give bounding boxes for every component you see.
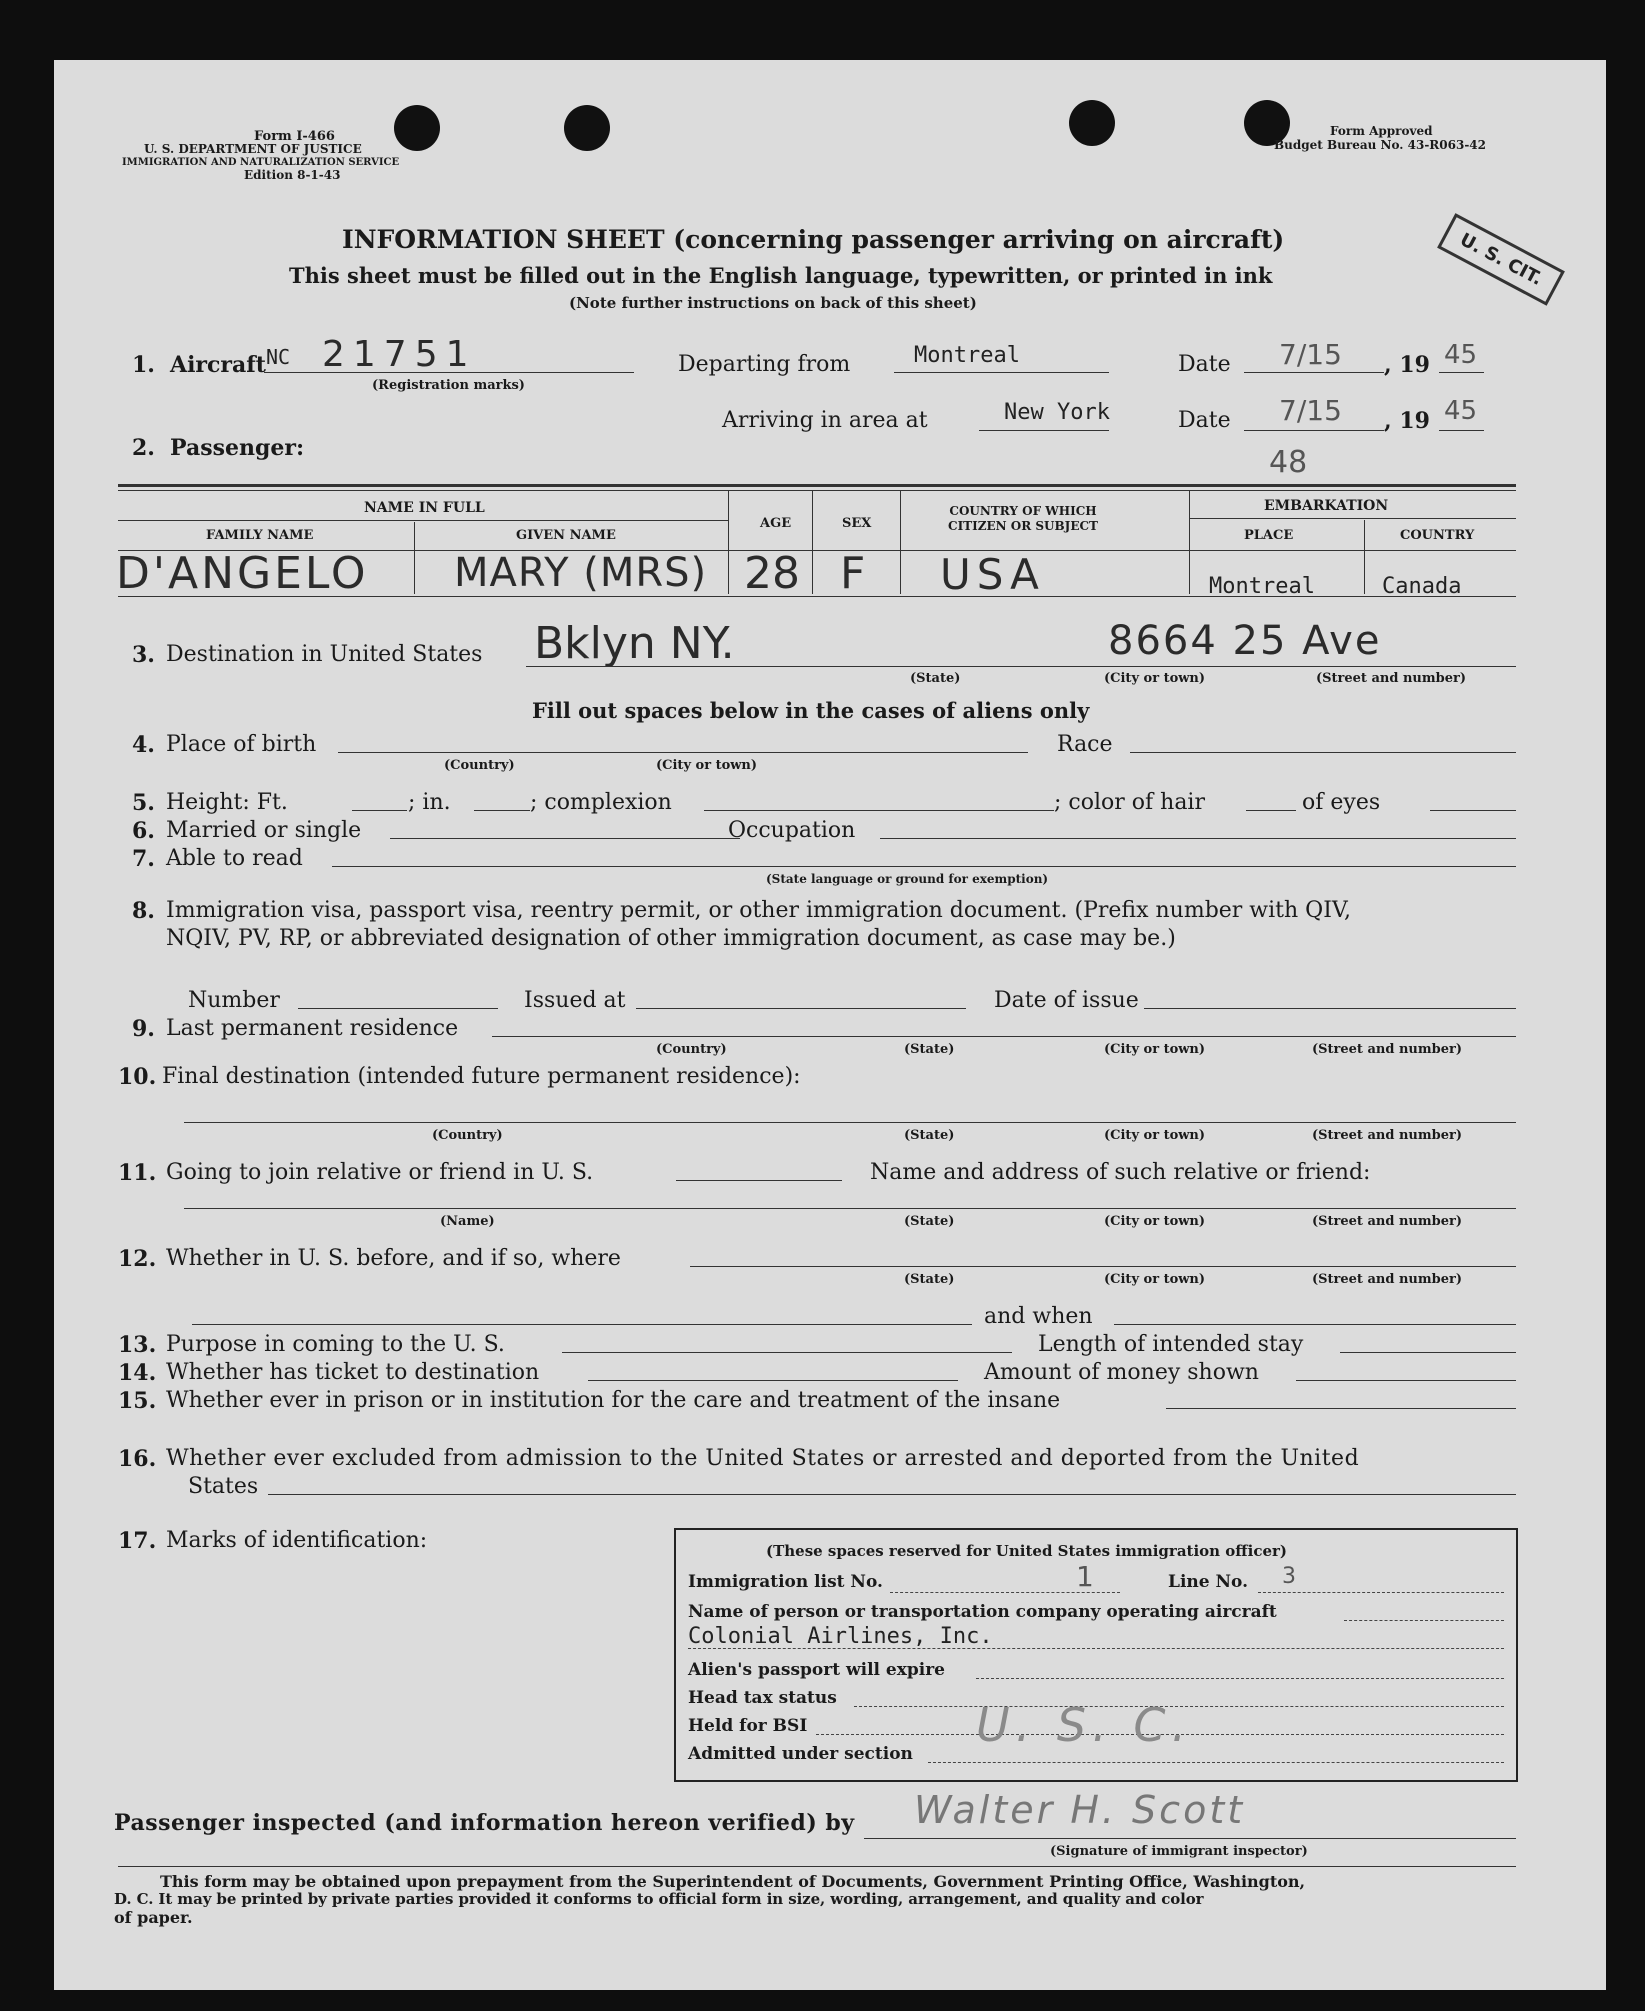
arrive-year: 45 [1444,396,1478,426]
purpose-label: Purpose in coming to the U. S. [166,1332,505,1357]
aircraft-prefix: NC [266,345,291,369]
caption-country: (Country) [656,1042,727,1057]
date-issue-line [1144,1008,1516,1009]
ticket-label: Whether has ticket to destination [166,1360,540,1385]
residence-label: Last permanent residence [166,1016,459,1041]
header-given: GIVEN NAME [516,528,616,543]
aircraft-label: Aircraft [170,352,266,378]
hand-note: U. S. C. [976,1698,1193,1752]
caption-name: (Name) [440,1214,495,1229]
birthplace-label: Place of birth [166,732,317,757]
caption-state: (State) [904,1214,955,1229]
footer-line-1: This form may be obtained upon prepayment from the Superintendent of Documents, Government Printing Office, Washington, [160,1872,1306,1891]
money-label: Amount of money shown [984,1360,1259,1385]
header-embarkation: EMBARKATION [1264,498,1389,514]
footer-line-3: of paper. [114,1908,193,1927]
col-divider [414,522,415,594]
height-ft-label: Height: Ft. [166,790,288,815]
hair-label: ; color of hair [1054,790,1205,815]
passenger-country: USA [940,550,1045,599]
item-number: 14. [118,1360,157,1386]
company-label: Name of person or transportation company operating aircraft [688,1602,1277,1622]
registration-caption: (Registration marks) [372,378,525,393]
caption-state: (State) [904,1042,955,1057]
header-place: PLACE [1244,528,1294,543]
caption-street: (Street and number) [1312,1042,1462,1057]
arrive-date-line [1244,430,1384,431]
race-label: Race [1057,732,1113,757]
passenger-family-name: D'ANGELO [116,548,369,599]
caption-language: (State language or ground for exemption) [766,872,1049,886]
aircraft-line [264,372,634,373]
issued-at-line [636,1008,966,1009]
eyes-label: of eyes [1302,790,1381,815]
caption-street: (Street and number) [1312,1272,1462,1287]
and-when-label: and when [984,1304,1093,1329]
number-label: Number [188,988,280,1013]
passenger-given-name: MARY (MRS) [454,550,708,596]
final-dest-line [184,1122,1516,1123]
table-top-rule [118,484,1516,487]
item-number: 17. [118,1528,157,1554]
caption-city: (City or town) [1104,1042,1206,1057]
departing-label: Departing from [678,352,851,377]
service: IMMIGRATION AND NATURALIZATION SERVICE [122,157,400,168]
header-country: COUNTRY OF WHICH CITIZEN OR SUBJECT [948,504,1098,533]
caption-street: (Street and number) [1316,671,1466,686]
embarkation-place: Montreal [1209,574,1315,599]
money-line [1296,1380,1516,1381]
arriving-label: Arriving in area at [722,408,928,433]
caption-street: (Street and number) [1312,1128,1462,1143]
join-line [676,1180,842,1181]
item-number: 12. [118,1246,157,1272]
footer-rule [118,1866,1516,1867]
join-label: Going to join relative or friend in U. S. [166,1160,594,1185]
punch-hole [1069,100,1115,146]
complexion-label: ; complexion [530,790,672,815]
excluded-label-cont: States [188,1474,259,1499]
visa-label: Immigration visa, passport visa, reentry permit, or other immigration document. (Prefix number with QIV, [166,898,1351,923]
item-number: 7. [132,846,155,872]
header-age: AGE [760,516,792,531]
form-number: Form I-466 [254,129,335,144]
table-bottom-rule [118,596,1516,597]
page-title: INFORMATION SHEET (concerning passenger arriving on aircraft) [342,225,1285,254]
footer-line-2: D. C. It may be printed by private parties provided it conforms to official form in size, wording, arrangement, and quality and color [114,1890,1204,1908]
header-family: FAMILY NAME [206,528,314,543]
item-number: 5. [132,790,155,816]
year-prefix: , 19 [1384,408,1430,434]
officer-box-header: (These spaces reserved for United States immigration officer) [766,1542,1287,1560]
caption-city: (City or town) [656,758,758,773]
col-divider [812,490,813,594]
married-line [390,838,740,839]
height-in-line [474,810,530,811]
header-name-in-full: NAME IN FULL [364,500,485,516]
destination-street: 8664 25 Ave [1108,618,1382,664]
inspected-label: Passenger inspected (and information hereon verified) by [114,1810,855,1836]
destination-state: Bklyn NY. [534,618,735,669]
arriving-value: New York [1004,400,1110,425]
married-label: Married or single [166,818,362,843]
visa-label-cont: NQIV, PV, RP, or abbreviated designation of other immigration document, as case may be.) [166,926,1176,951]
height-in-label: ; in. [408,790,451,815]
prison-label: Whether ever in prison or in institution for the care and treatment of the insane [166,1388,1061,1413]
col-divider [1364,520,1365,594]
item-number: 4. [132,732,155,758]
arrive-year-line [1439,430,1484,431]
depart-date: 7/15 [1279,338,1342,371]
item-number: 15. [118,1388,157,1414]
line-no-value: 3 [1282,1564,1296,1589]
before-line [690,1266,1516,1267]
signature-line [864,1838,1516,1839]
number-line [298,1008,498,1009]
header-sex: SEX [842,516,872,531]
item-number: 9. [132,1016,155,1042]
line-no-line [1258,1592,1504,1593]
bsi-label: Held for BSI [688,1716,808,1736]
company-value: Colonial Airlines, Inc. [688,1624,993,1649]
head-tax-label: Head tax status [688,1688,837,1708]
col-divider [728,490,729,594]
prison-line [1166,1408,1516,1409]
complexion-line [704,810,1054,811]
passenger-sex: F [840,548,866,599]
list-no-value: 1 [1076,1560,1094,1593]
header-rule [1189,518,1516,519]
item-number: 10. [118,1064,157,1090]
page-subtitle: This sheet must be filled out in the English language, typewritten, or printed in ink [289,263,1273,288]
caption-street: (Street and number) [1312,1214,1462,1229]
arrive-date: 7/15 [1279,394,1342,427]
where-line [192,1324,972,1325]
aliens-header: Fill out spaces below in the cases of aliens only [532,698,1090,723]
height-ft-line [352,810,407,811]
departing-value: Montreal [914,343,1020,368]
marks-label: Marks of identification: [166,1528,428,1553]
relative-line [184,1208,1516,1209]
line-no-label: Line No. [1168,1572,1249,1592]
read-label: Able to read [166,846,303,871]
hair-line [1246,810,1296,811]
race-line [1130,752,1516,753]
depart-date-line [1244,372,1384,373]
caption-city: (City or town) [1104,671,1206,686]
date-label: Date [1178,408,1231,433]
admitted-label: Admitted under section [688,1744,913,1764]
date-issue-label: Date of issue [994,988,1139,1013]
excluded-line [268,1494,1516,1495]
item-number: 13. [118,1332,157,1358]
eyes-line [1430,810,1516,811]
occupation-label: Occupation [728,818,856,843]
budget-bureau: Budget Bureau No. 43-R063-42 [1274,138,1487,152]
departing-line [894,372,1109,373]
caption-country: (Country) [444,758,515,773]
edition: Edition 8-1-43 [244,168,341,182]
page-note: (Note further instructions on back of this sheet) [569,294,977,312]
purpose-line [562,1352,1012,1353]
item-number: 1. [132,352,155,378]
caption-state: (State) [910,671,961,686]
final-dest-label: Final destination (intended future permanent residence): [162,1064,801,1089]
header-rule [118,520,728,521]
company-value-line [688,1648,1504,1649]
ticket-line [588,1380,958,1381]
destination-label: Destination in United States [166,642,483,667]
birthplace-line [338,752,1028,753]
passport-label: Alien's passport will expire [688,1660,945,1680]
depart-year: 45 [1444,340,1478,370]
header-emb-country: COUNTRY [1400,528,1475,543]
year-prefix: , 19 [1384,352,1430,378]
caption-city: (City or town) [1104,1214,1206,1229]
destination-line [526,666,1516,667]
excluded-label: Whether ever excluded from admission to the United States or arrested and deported from the United [166,1446,1360,1471]
read-line [332,866,1516,867]
residence-line [492,1036,1516,1037]
item-number: 6. [132,818,155,844]
department: U. S. DEPARTMENT OF JUSTICE [144,142,362,156]
caption-city: (City or town) [1104,1128,1206,1143]
stay-line [1340,1352,1516,1353]
relative-label: Name and address of such relative or friend: [870,1160,1371,1185]
us-citizen-stamp: U. S. CIT. [1437,213,1565,306]
col-divider [1189,490,1190,594]
punch-hole [394,105,440,151]
passenger-age: 28 [744,548,800,599]
before-label: Whether in U. S. before, and if so, where [166,1246,621,1271]
item-number: 11. [118,1160,157,1186]
table-top-rule [118,490,1516,491]
embarkation-country: Canada [1382,574,1462,599]
signature-caption: (Signature of immigrant inspector) [1050,1844,1308,1859]
extra-number: 48 [1269,445,1308,480]
caption-country: (Country) [432,1128,503,1143]
occupation-line [880,838,1516,839]
passport-line [976,1678,1504,1679]
when-line [1114,1324,1516,1325]
passenger-label: Passenger: [170,435,305,461]
issued-at-label: Issued at [524,988,626,1013]
caption-city: (City or town) [1104,1272,1206,1287]
admitted-line [928,1762,1504,1763]
company-line [1344,1620,1504,1621]
arriving-line [979,430,1109,431]
stay-label: Length of intended stay [1038,1332,1304,1357]
depart-year-line [1439,372,1484,373]
caption-state: (State) [904,1272,955,1287]
form-approved: Form Approved [1330,124,1433,138]
form-sheet [54,60,1606,1990]
aircraft-registration: 21751 [322,334,477,375]
officer-box [674,1528,1518,1782]
list-no-label: Immigration list No. [688,1572,883,1592]
date-label: Date [1178,352,1231,377]
punch-hole [564,105,610,151]
item-number: 3. [132,642,155,668]
item-number: 8. [132,898,155,924]
inspector-signature: Walter H. Scott [914,1788,1246,1832]
caption-state: (State) [904,1128,955,1143]
item-number: 2. [132,435,155,461]
col-divider [900,490,901,594]
item-number: 16. [118,1446,157,1472]
